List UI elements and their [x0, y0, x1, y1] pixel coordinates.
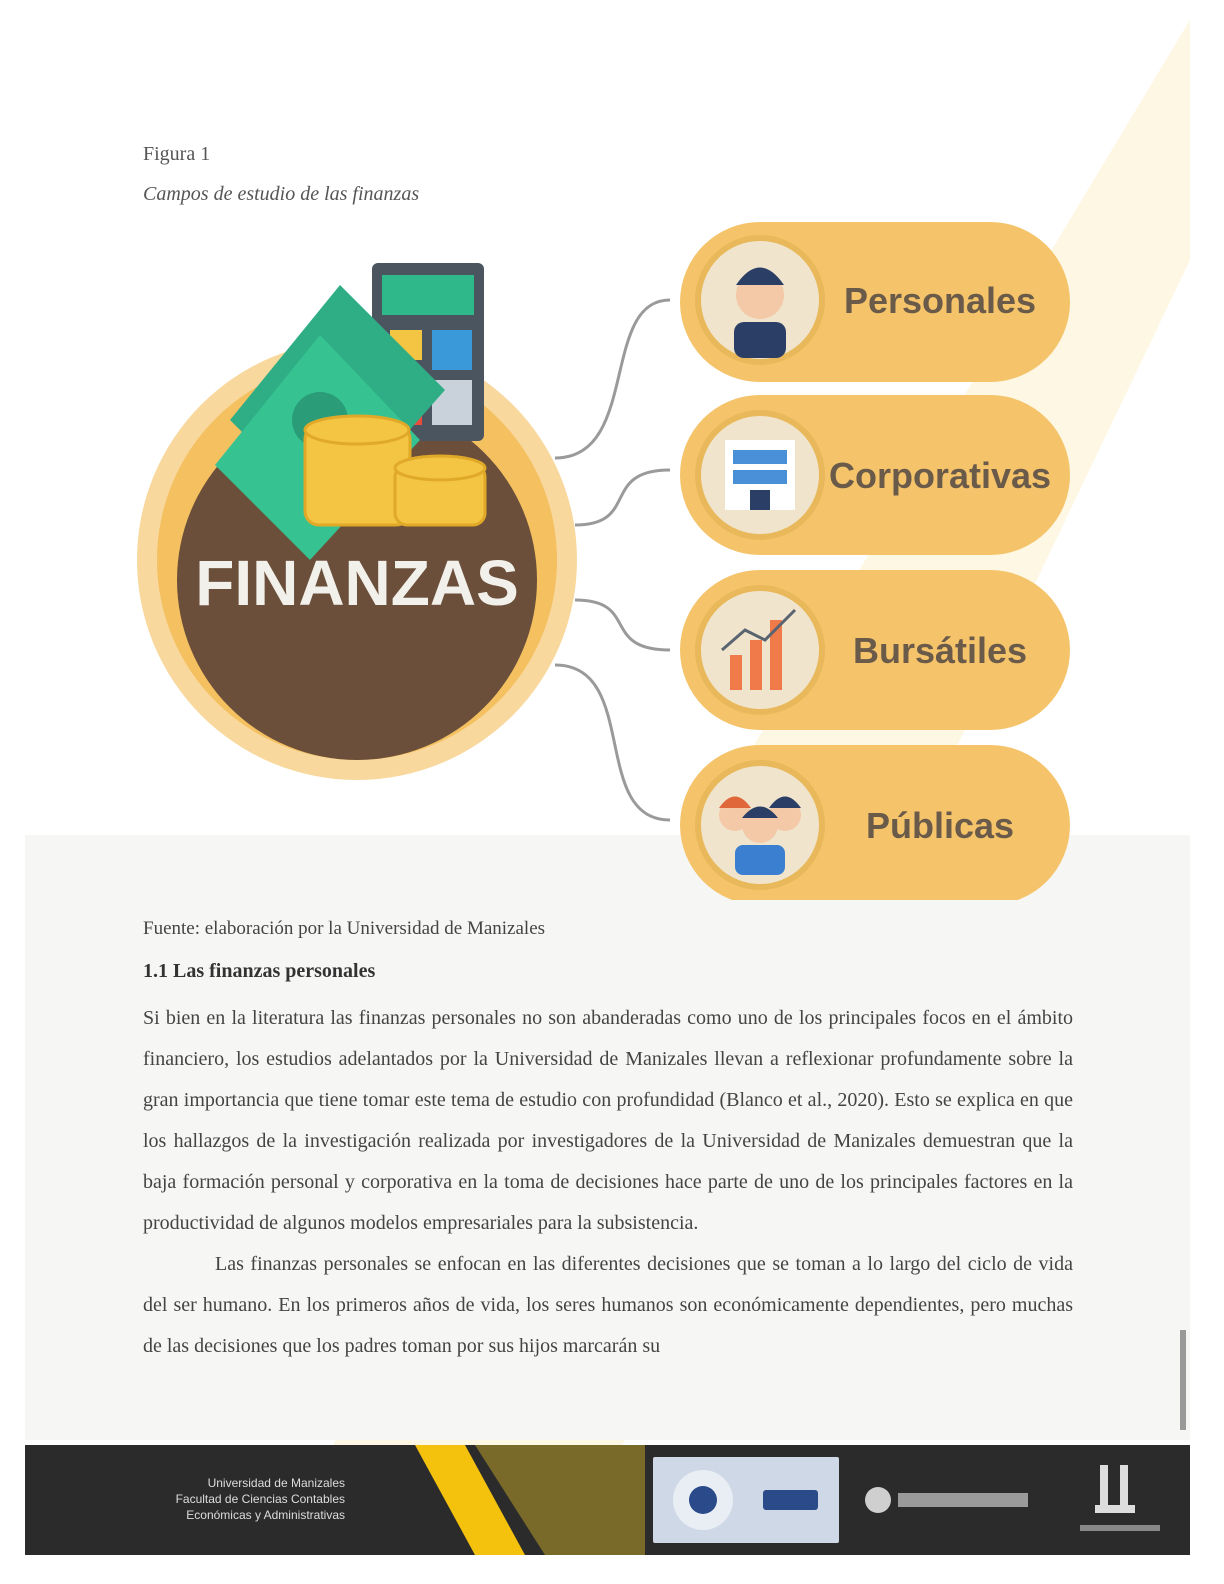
- connector-publicas: [555, 665, 670, 820]
- connector-personales: [555, 300, 670, 458]
- institution-logo: [863, 1485, 1033, 1515]
- node-label-corporativas: Corporativas: [828, 455, 1052, 496]
- figure-label: Figura 1: [143, 143, 211, 165]
- node-label-bursatiles: Bursátiles: [852, 630, 1028, 671]
- footer-banner: [25, 1445, 1190, 1555]
- footer-line-1: Universidad de Manizales: [207, 1476, 345, 1490]
- building-icon: [725, 440, 795, 510]
- footer-text: [25, 1475, 345, 1523]
- footer-line-2: Facultad de Ciencias Contables: [175, 1492, 345, 1506]
- node-label-publicas: Públicas: [865, 805, 1015, 846]
- body-text: [143, 998, 1073, 1367]
- connector-bursatiles: [575, 600, 670, 650]
- node-label-personales: Personales: [843, 280, 1037, 321]
- logo-graphic: [653, 1457, 839, 1543]
- crest-logo: [1075, 1460, 1165, 1540]
- connector-corporativas: [575, 470, 670, 525]
- figure-title: Campos de estudio de las finanzas: [143, 183, 420, 205]
- paragraph-2: Las finanzas personales se enfocan en las diferentes decisiones que se toman a lo largo del ciclo de vida del ser humano. En los primeros años de vida, los seres humanos son económicamente dependientes, pero muchas de las decisiones que los padres toman por sus hijos marcarán su: [143, 1253, 1073, 1357]
- footer-line-3: Económicas y Administrativas: [186, 1508, 345, 1522]
- figure-source: Fuente: elaboración por la Universidad de Manizales: [143, 918, 546, 939]
- paragraph-1: Si bien en la literatura las finanzas personales no son abanderadas como uno de los principales focos en el ámbito financiero, los estudios adelantados por la Universidad de Manizales llevan a reflexionar profundamente sobre la gran importancia que tiene tomar este tema de estudio con profundidad (Blanco et al., 2020). Esto se explica en que los hallazgos de la investigación realizada por investigadores de la Universidad de Manizales demuestran que la baja formación personal y corporativa en la toma de decisiones hace parte de uno de los principales factores en la productividad de algunos modelos empresariales para la subsistencia.: [143, 1007, 1073, 1234]
- university-logo: [653, 1457, 839, 1543]
- margin-mark: [1180, 1330, 1186, 1430]
- section-heading: 1.1 Las finanzas personales: [143, 960, 376, 982]
- center-label: FINANZAS: [195, 547, 519, 619]
